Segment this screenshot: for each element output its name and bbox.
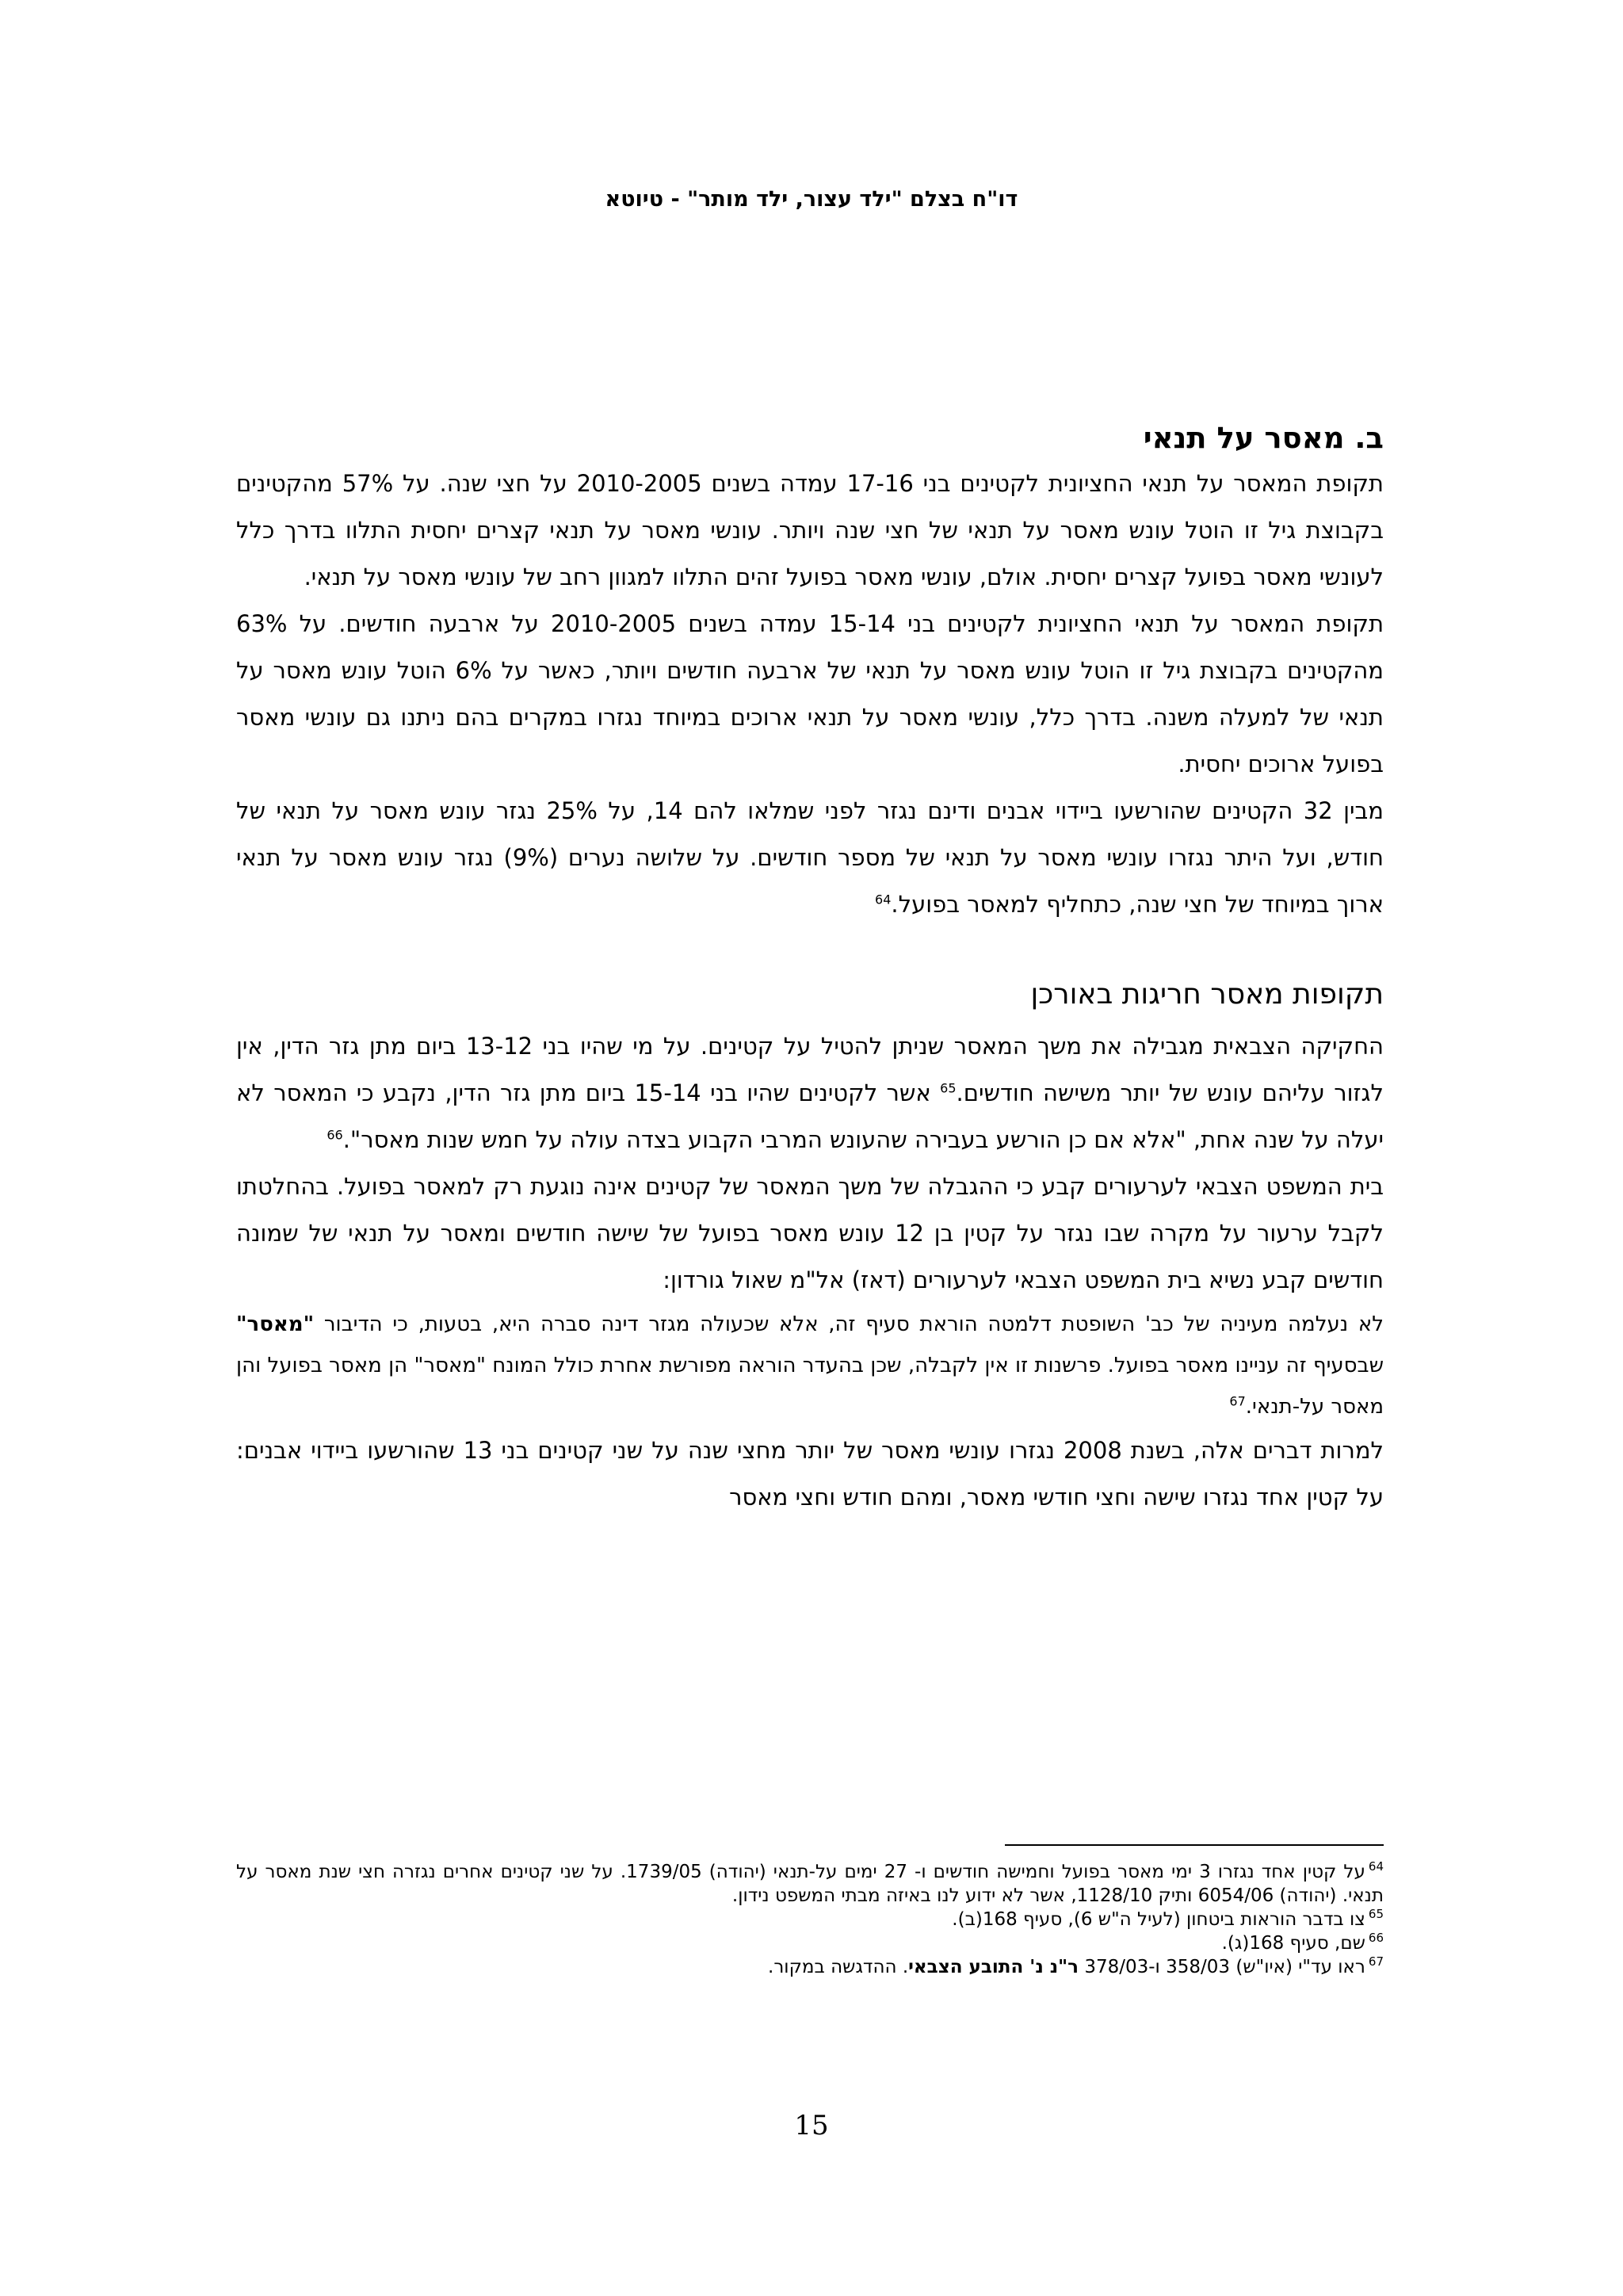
footnote-text: על קטין אחד נגזרו 3 ימי מאסר בפועל וחמישה חודשים ו- 27 ימים על-תנאי (יהודה) 1739/05. על שני קטינים אחרים נגזרה חצי שנת מאסר על תנאי. (יהודה) 6054/06 ותיק 1128/10, אשר לא ידוע לנו באיזה מבתי המשפט נידון.	[236, 1862, 1384, 1906]
quote-emphasis: "מאסר"	[236, 1312, 315, 1336]
footnote-text: צו בדבר הוראות ביטחון (לעיל ה"ש 6), סעיף 168(ב).	[952, 1909, 1365, 1930]
footnote-number: 67	[1368, 1954, 1384, 1969]
paragraph: תקופת המאסר על תנאי החציונית לקטינים בני 15-14 עמדה בשנים 2010-2005 על ארבעה חודשים. על 63% מהקטינים בקבוצת גיל זו הוטל עונש מאסר על תנאי של ארבעה חודשים ויותר, כאשר על 6% הוטל עונש מאסר על תנאי של למעלה משנה. בדרך כלל, עונשי מאסר על תנאי ארוכים במיוחד נגזרו במקרים בהם ניתנו גם עונשי מאסר בפועל ארוכים יחסית.	[236, 610, 1384, 777]
footnote-ref[interactable]: 65	[940, 1080, 957, 1096]
main-content	[236, 416, 1384, 1521]
paragraph	[236, 1023, 1384, 1163]
footnote-ref[interactable]: 66	[327, 1127, 343, 1143]
section-heading-exceptional-periods: תקופות מאסר חריגות באורכן	[1030, 978, 1384, 1010]
footnote-ref[interactable]: 64	[875, 892, 892, 907]
footnote-ref[interactable]: 67	[1229, 1393, 1246, 1409]
footnote-text: . ההדגשה במקור.	[768, 1957, 909, 1977]
footnote	[236, 1908, 1384, 1931]
running-header: דו"ח בצלם "ילד עצור, ילד מותר" - טיוטא	[605, 187, 1018, 212]
footnote	[236, 1931, 1384, 1955]
section-heading-suspended-sentence: ב. מאסר על תנאי	[1143, 421, 1384, 455]
paragraph-text: מבין 32 הקטינים שהורשעו ביידוי אבנים ודינם נגזר לפני שמלאו להם 14, על 25% נגזר עונש מאסר על תנאי של חודש, ועל היתר נגזרו עונשי מאסר על תנאי של מספר חודשים. על שלושה נערים (9%) נגזר עונש מאסר על תנאי ארוך במיוחד של חצי שנה, כתחליף למאסר בפועל.	[236, 797, 1384, 918]
footnote-number: 64	[1368, 1859, 1384, 1874]
footnote-text: ראו עד"י (איו"ש) 358/03 ו-378/03	[1079, 1957, 1365, 1977]
footnote-text: שם, סעיף 168(ג).	[1221, 1933, 1365, 1954]
paragraph: למרות דברים אלה, בשנת 2008 נגזרו עונשי מאסר של יותר מחצי שנה על שני קטינים בני 13 שהורשעו ביידוי אבנים: על קטין אחד נגזרו שישה וחצי חודשי מאסר, ומהם חודש וחצי מאסר	[236, 1437, 1384, 1511]
paragraph: בית המשפט הצבאי לערעורים קבע כי ההגבלה של משך המאסר של קטינים אינה נוגעת רק למאסר בפועל. בהחלטתו לקבל ערעור על מקרה שבו נגזר על קטין בן 12 עונש מאסר בפועל של שישה חודשים ומאסר על תנאי של שמונה חודשים קבע נשיא בית המשפט הצבאי לערעורים (דאז) אל"מ שאול גורדון:	[236, 1173, 1384, 1293]
quote-text: לא נעלמה מעיניה של כב' השופטת דלמטה הוראת סעיף זה, אלא שכעולה מגזר דינה סברה היא, בטעות, כי הדיבור	[314, 1312, 1384, 1336]
paragraph-text: אשר לקטינים שהיו בני 15-14 ביום מתן גזר הדין, נקבע כי המאסר לא יעלה על שנה אחת, "אלא אם כן הורשע בעבירה שהעונש המרבי הקבוע בצדה עולה על חמש שנות מאסר".	[236, 1079, 1384, 1153]
footnote	[236, 1955, 1384, 1979]
paragraph: תקופת המאסר על תנאי החציונית לקטינים בני 17-16 עמדה בשנים 2010-2005 על חצי שנה. על 57% מהקטינים בקבוצת גיל זו הוטל עונש מאסר על תנאי של חצי שנה ויותר. עונשי מאסר על תנאי קצרים יחסית התלוו בדרך כלל לעונשי מאסר בפועל קצרים יחסית. אולם, עונשי מאסר בפועל זהים התלוו למגוון רחב של עונשי מאסר על תנאי.	[236, 470, 1384, 590]
footnote-number: 66	[1368, 1931, 1384, 1946]
footnote-separator	[1005, 1844, 1384, 1846]
paragraph-text: החקיקה הצבאית מגבילה את משך המאסר שניתן להטיל על קטינים. על מי שהיו בני 13-12 ביום מתן גזר הדין, אין לגזור עליהם עונש של יותר משישה חודשים.	[236, 1033, 1384, 1106]
footnote-emphasis: ר"נ נ' התובע הצבאי	[908, 1957, 1079, 1977]
block-quote	[236, 1304, 1384, 1427]
page-number: 15	[794, 2110, 829, 2141]
footnote	[236, 1860, 1384, 1908]
paragraph	[236, 788, 1384, 928]
footnotes	[236, 1860, 1384, 1979]
quote-text: שבסעיף זה עניינו מאסר בפועל. פרשנות זו אין לקבלה, שכן בהעדר הוראה מפורשת אחרת כולל המונח "מאסר" הן מאסר בפועל והן מאסר על-תנאי.	[236, 1354, 1384, 1419]
footnote-number: 65	[1368, 1907, 1384, 1922]
